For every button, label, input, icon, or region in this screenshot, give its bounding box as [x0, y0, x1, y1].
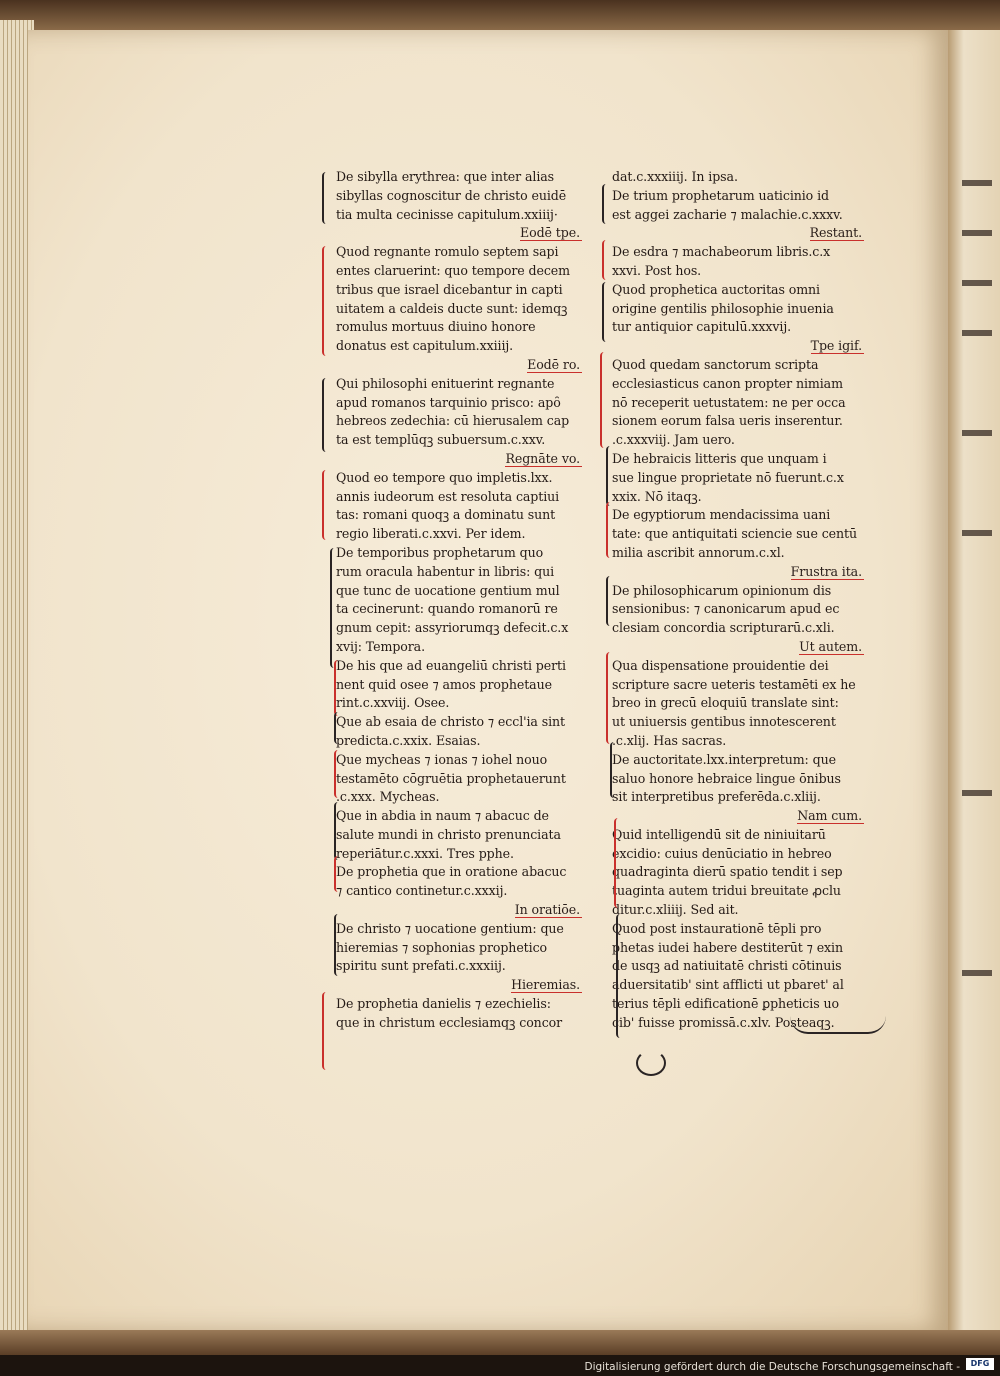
text-line: ta est templūqꝫ subuersum.c.xxv.: [336, 432, 546, 448]
text-line: .c.xxx. Mycheas.: [336, 789, 440, 805]
text-line: hieremias ⁊ sophonias prophetico: [336, 939, 547, 955]
text-line: Quid intelligendū sit de niniuitarū: [612, 826, 826, 842]
book-cover-top: [0, 0, 1000, 30]
text-line: De hebraicis litteris que unquam i: [612, 450, 827, 466]
text-line: tuaginta autem tridui breuitate ꝓclu: [612, 883, 841, 899]
text-column-left: [336, 168, 582, 1033]
text-line: Que mycheas ⁊ ionas ⁊ iohel nouo: [336, 751, 548, 767]
text-line: est aggei zacharie ⁊ malachie.c.xxxv.: [612, 206, 843, 222]
text-line: nent quid osee ⁊ amos prophetaue: [336, 676, 552, 692]
facing-text-fragment: [962, 180, 992, 186]
paragraph-mark: [334, 802, 345, 860]
rubric-heading: [336, 356, 582, 375]
text-line: De esdra ⁊ machabeorum libris.c.x: [612, 244, 831, 260]
text-line: nō receperit uetustatem: ne per occa: [612, 394, 846, 410]
text-line: ta cecinerunt: quando romanorū re: [336, 601, 558, 617]
paragraph-mark: [334, 750, 345, 798]
text-line: Qui philosophi enituerint regnante: [336, 375, 555, 391]
text-line: xxix. Nō itaqꝫ.: [612, 488, 702, 504]
paragraph-mark: [334, 660, 345, 716]
rubric-label: Tpe igif.: [810, 338, 862, 354]
facing-text-fragment: [962, 230, 992, 236]
text-line: De prophetia danielis ⁊ ezechielis:: [336, 996, 551, 1012]
facing-text-fragment: [962, 970, 992, 976]
text-line: De egyptiorum mendacissima uani: [612, 507, 831, 523]
rubric-label: In oratiōe.: [514, 902, 580, 918]
rubric-heading: [336, 450, 582, 469]
rubric-label: Eodē tpe.: [520, 225, 580, 241]
paragraph-mark: [602, 282, 613, 342]
text-line: romulus mortuus diuino honore: [336, 319, 536, 335]
text-line: salute mundi in christo prenunciata: [336, 826, 561, 842]
rubric-label: Regnāte vo.: [505, 450, 580, 466]
ornamental-tail-stroke: [790, 1016, 886, 1034]
paragraph-mark: [322, 470, 333, 540]
facing-text-fragment: [962, 530, 992, 536]
rubric-heading: [336, 224, 582, 243]
paragraph-mark: [322, 992, 333, 1070]
text-line: Quod post instaurationē tēpli pro: [612, 920, 822, 936]
paragraph-mark: [606, 446, 617, 506]
text-line: de usqꝫ ad natiuitatē christi cōtinuis: [612, 958, 842, 974]
text-line: annis iudeorum est resoluta captiui: [336, 488, 560, 504]
text-line: ut uniuersis gentibus innotescerent: [612, 714, 836, 730]
text-line: scripture sacre ueteris testamēti ex he: [612, 676, 856, 692]
rubric-heading: [612, 337, 864, 356]
rubric-heading: [336, 901, 582, 920]
ornamental-flourish: [636, 1050, 666, 1076]
text-line: aduersitatib' sint afflicti ut pbaret' al: [612, 977, 844, 993]
text-line: Qua dispensatione prouidentie dei: [612, 657, 829, 673]
text-line: testamēto cōgruētia prophetauerunt: [336, 770, 566, 786]
text-line: cib' fuisse promissā.c.xlv. Posteaqꝫ.: [612, 1014, 835, 1030]
rubric-label: Ut autem.: [799, 638, 862, 654]
text-line: De sibylla erythrea: que inter alias: [336, 169, 555, 184]
text-line: De temporibus prophetarum quo: [336, 544, 544, 560]
paragraph-mark: [606, 652, 617, 744]
text-line: clesiam concordia scripturarū.c.xli.: [612, 620, 835, 636]
text-line: sensionibus: ⁊ canonicarum apud ec: [612, 601, 840, 617]
paragraph-mark: [606, 576, 617, 626]
text-line: donatus est capitulum.xxiiij.: [336, 338, 514, 354]
facing-text-fragment: [962, 790, 992, 796]
text-line: .c.xxxviij. Jam uero.: [612, 432, 735, 448]
text-line: quadraginta dierū spatio tendit i sep: [612, 864, 843, 880]
dfg-logo: DFG: [966, 1358, 994, 1370]
text-line: rint.c.xxviij. Osee.: [336, 695, 450, 711]
text-line: rum oracula habentur in libris: qui: [336, 563, 555, 579]
facing-text-fragment: [962, 430, 992, 436]
text-line: breo in grecū eloquiū translate sint:: [612, 695, 839, 711]
text-line: De philosophicarum opinionum dis: [612, 582, 832, 598]
text-line: gnum cepit: assyriorumqꝫ defecit.c.x: [336, 620, 569, 636]
text-line: ⁊ cantico continetur.c.xxxij.: [336, 883, 508, 899]
text-line: De his que ad euangeliū christi perti: [336, 657, 566, 673]
text-line: uitatem a caldeis ducte sunt: idemqꝫ: [336, 300, 568, 316]
text-line: sionem eorum falsa ueris inserentur.: [612, 413, 843, 429]
paragraph-mark: [322, 246, 333, 356]
digitization-footer: [0, 1355, 1000, 1373]
facing-text-fragment: [962, 330, 992, 336]
text-line: xxvi. Post hos.: [612, 262, 702, 278]
text-line: dat.c.xxxiiij. In ipsa.: [612, 169, 738, 184]
text-line: origine gentilis philosophie inuenia: [612, 300, 834, 316]
book-cover-bottom: [0, 1330, 1000, 1355]
text-line: regio liberati.c.xxvi. Per idem.: [336, 526, 526, 542]
text-line: xvij: Tempora.: [336, 638, 425, 654]
text-line: spiritu sunt prefati.c.xxxiij.: [336, 958, 506, 974]
paragraph-mark: [322, 378, 333, 452]
text-line: Que ab esaia de christo ⁊ eccl'ia sint: [336, 714, 565, 730]
paragraph-mark: [606, 502, 617, 558]
text-line: ditur.c.xliiij. Sed ait.: [612, 902, 739, 918]
text-line: hebreos zedechia: cū hierusalem cap: [336, 413, 570, 429]
rubric-heading: [612, 638, 864, 657]
text-line: sue lingue proprietate nō fuerunt.c.x: [612, 469, 844, 485]
rubric-label: Nam cum.: [797, 808, 862, 824]
paragraph-mark: [616, 914, 627, 1038]
text-line: .c.xlij. Has sacras.: [612, 732, 727, 748]
text-line: reperiātur.c.xxxi. Tres pphe.: [336, 845, 514, 861]
rubric-heading: [612, 563, 864, 582]
paragraph-mark: [602, 184, 613, 224]
text-line: De prophetia que in oratione abacuc: [336, 864, 567, 880]
text-line: Quod prophetica auctoritas omni: [612, 281, 820, 297]
text-line: Quod eo tempore quo impletis.lxx.: [336, 469, 553, 485]
text-line: predicta.c.xxix. Esaias.: [336, 732, 481, 748]
text-line: saluo honore hebraice lingue ōnibus: [612, 770, 841, 786]
text-line: Quod quedam sanctorum scripta: [612, 356, 819, 372]
rubric-label: Hieremias.: [511, 977, 580, 993]
text-line: que tunc de uocatione gentium mul: [336, 582, 560, 598]
paragraph-mark: [334, 914, 345, 976]
text-line: tas: romani quoqꝫ a dominatu sunt: [336, 507, 556, 523]
text-line: que in christum ecclesiamqꝫ concor: [336, 1014, 563, 1030]
rubric-label: Restant.: [809, 225, 862, 241]
paragraph-mark: [602, 240, 613, 280]
text-line: sit interpretibus preferēda.c.xliij.: [612, 789, 821, 805]
rubric-label: Frustra ita.: [790, 563, 862, 579]
paragraph-mark: [330, 548, 341, 668]
rubric-heading: [612, 807, 864, 826]
paragraph-mark: [322, 172, 333, 224]
text-line: Quod regnante romulo septem sapi: [336, 244, 559, 260]
text-line: tia multa cecinisse capitulum.xxiiij·: [336, 206, 558, 222]
text-line: sibyllas cognoscitur de christo euidē: [336, 187, 567, 203]
text-line: apud romanos tarquinio prisco: apȏ: [336, 394, 561, 410]
text-line: Que in abdia in naum ⁊ abacuc de: [336, 808, 549, 824]
rubric-heading: [336, 976, 582, 995]
rubric-label: Eodē ro.: [527, 356, 580, 372]
text-line: milia ascribit annorum.c.xl.: [612, 544, 785, 560]
facing-text-fragment: [962, 280, 992, 286]
text-line: ecclesiasticus canon propter nimiam: [612, 375, 843, 391]
text-line: tur antiquior capitulū.xxxvij.: [612, 319, 792, 335]
text-line: De auctoritate.lxx.interpretum: que: [612, 751, 836, 767]
footer-credit: Digitalisierung gefördert durch die Deutsche Forschungsgemeinschaft -: [584, 1361, 960, 1373]
text-line: entes claruerint: quo tempore decem: [336, 262, 570, 278]
text-column-right: [612, 168, 864, 1033]
text-line: tate: que antiquitati sciencie sue centū: [612, 526, 857, 542]
paragraph-mark: [334, 712, 345, 744]
paragraph-mark: [334, 856, 345, 892]
text-line: terius tēpli edificationē ꝑpheticis uo: [612, 996, 839, 1012]
facing-page-edge: [948, 30, 1000, 1340]
paragraph-mark: [610, 742, 621, 798]
text-line: De christo ⁊ uocatione gentium: que: [336, 920, 564, 936]
text-line: excidio: cuius denūciatio in hebreo: [612, 845, 832, 861]
text-line: De trium prophetarum uaticinio id: [612, 187, 829, 203]
paragraph-mark: [600, 352, 611, 448]
rubric-heading: [612, 224, 864, 243]
paragraph-mark: [614, 818, 625, 908]
text-line: phetas iudei habere destiterūt ⁊ exin: [612, 939, 843, 955]
text-line: tribus que israel dicebantur in capti: [336, 281, 563, 297]
